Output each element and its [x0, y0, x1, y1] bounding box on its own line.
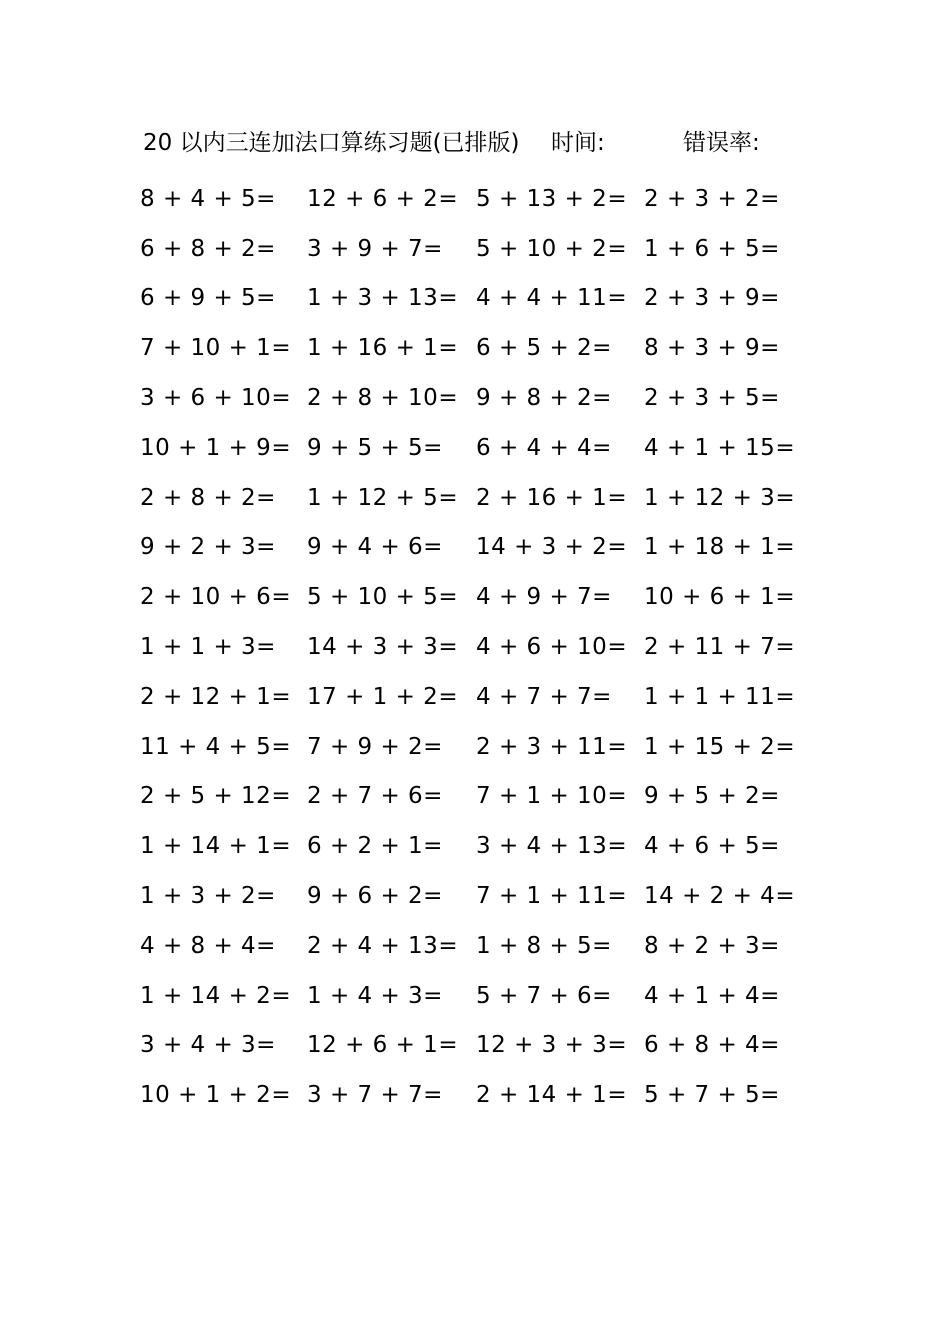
arithmetic-problem: 5 + 7 + 6= — [476, 982, 612, 1009]
arithmetic-problem: 1 + 12 + 3= — [644, 484, 796, 511]
arithmetic-problem: 9 + 4 + 6= — [307, 534, 443, 561]
arithmetic-problem: 6 + 2 + 1= — [307, 833, 443, 860]
problem-row — [140, 971, 780, 1021]
arithmetic-problem: 9 + 2 + 3= — [140, 534, 276, 561]
problem-row — [140, 423, 796, 473]
problem-row — [140, 821, 780, 871]
problem-row — [140, 1070, 780, 1120]
arithmetic-problem: 2 + 16 + 1= — [476, 484, 628, 511]
arithmetic-problem: 7 + 1 + 11= — [476, 883, 628, 910]
arithmetic-problem: 6 + 8 + 2= — [140, 235, 276, 262]
arithmetic-problem: 1 + 12 + 5= — [307, 484, 459, 511]
arithmetic-problem: 3 + 4 + 13= — [476, 833, 628, 860]
problem-row — [140, 323, 780, 373]
problem-row — [140, 473, 796, 523]
arithmetic-problem: 9 + 8 + 2= — [476, 385, 612, 412]
arithmetic-problem: 1 + 16 + 1= — [307, 335, 459, 362]
arithmetic-problem: 4 + 1 + 15= — [644, 434, 796, 461]
problem-row — [140, 1021, 780, 1071]
arithmetic-problem: 1 + 15 + 2= — [644, 733, 796, 760]
arithmetic-problem: 2 + 8 + 2= — [140, 484, 276, 511]
arithmetic-problem: 2 + 5 + 12= — [140, 783, 292, 810]
problem-row — [140, 622, 796, 672]
arithmetic-problem: 5 + 10 + 2= — [476, 235, 628, 262]
arithmetic-problem: 4 + 6 + 5= — [644, 833, 780, 860]
arithmetic-problem: 12 + 6 + 2= — [307, 185, 459, 212]
arithmetic-problem: 1 + 14 + 2= — [140, 982, 292, 1009]
arithmetic-problem: 9 + 5 + 2= — [644, 783, 780, 810]
problem-row — [140, 373, 780, 423]
problem-row — [140, 772, 780, 822]
problem-grid — [140, 174, 796, 1120]
error-rate-label: 错误率: — [683, 130, 760, 156]
arithmetic-problem: 7 + 1 + 10= — [476, 783, 628, 810]
time-label: 时间: — [551, 130, 605, 156]
arithmetic-problem: 3 + 7 + 7= — [307, 1082, 443, 1109]
arithmetic-problem: 4 + 4 + 11= — [476, 285, 628, 312]
arithmetic-problem: 1 + 1 + 11= — [644, 683, 796, 710]
arithmetic-problem: 1 + 4 + 3= — [307, 982, 443, 1009]
arithmetic-problem: 1 + 8 + 5= — [476, 932, 612, 959]
arithmetic-problem: 1 + 18 + 1= — [644, 534, 796, 561]
arithmetic-problem: 6 + 8 + 4= — [644, 1032, 780, 1059]
arithmetic-problem: 5 + 7 + 5= — [644, 1082, 780, 1109]
worksheet-title: 20 以内三连加法口算练习题(已排版) — [143, 130, 520, 156]
arithmetic-problem: 10 + 1 + 9= — [140, 434, 292, 461]
arithmetic-problem: 12 + 6 + 1= — [307, 1032, 459, 1059]
arithmetic-problem: 4 + 7 + 7= — [476, 683, 612, 710]
arithmetic-problem: 5 + 13 + 2= — [476, 185, 628, 212]
arithmetic-problem: 1 + 14 + 1= — [140, 833, 292, 860]
arithmetic-problem: 4 + 9 + 7= — [476, 584, 612, 611]
arithmetic-problem: 2 + 3 + 9= — [644, 285, 780, 312]
arithmetic-problem: 6 + 5 + 2= — [476, 335, 612, 362]
arithmetic-problem: 11 + 4 + 5= — [140, 733, 292, 760]
arithmetic-problem: 4 + 1 + 4= — [644, 982, 780, 1009]
arithmetic-problem: 12 + 3 + 3= — [476, 1032, 628, 1059]
arithmetic-problem: 1 + 1 + 3= — [140, 634, 276, 661]
arithmetic-problem: 3 + 6 + 10= — [140, 385, 292, 412]
arithmetic-problem: 2 + 8 + 10= — [307, 385, 459, 412]
arithmetic-problem: 8 + 2 + 3= — [644, 932, 780, 959]
arithmetic-problem: 2 + 3 + 5= — [644, 385, 780, 412]
arithmetic-problem: 3 + 9 + 7= — [307, 235, 443, 262]
arithmetic-problem: 2 + 12 + 1= — [140, 683, 292, 710]
problem-row — [140, 722, 796, 772]
arithmetic-problem: 7 + 10 + 1= — [140, 335, 292, 362]
arithmetic-problem: 9 + 6 + 2= — [307, 883, 443, 910]
problem-row — [140, 672, 796, 722]
arithmetic-problem: 10 + 6 + 1= — [644, 584, 796, 611]
worksheet-header — [143, 126, 783, 160]
arithmetic-problem: 3 + 4 + 3= — [140, 1032, 276, 1059]
arithmetic-problem: 2 + 7 + 6= — [307, 783, 443, 810]
problem-row — [140, 871, 796, 921]
arithmetic-problem: 17 + 1 + 2= — [307, 683, 459, 710]
arithmetic-problem: 2 + 11 + 7= — [644, 634, 796, 661]
arithmetic-problem: 2 + 3 + 2= — [644, 185, 780, 212]
arithmetic-problem: 14 + 3 + 3= — [307, 634, 459, 661]
arithmetic-problem: 8 + 3 + 9= — [644, 335, 780, 362]
arithmetic-problem: 14 + 2 + 4= — [644, 883, 796, 910]
arithmetic-problem: 1 + 3 + 13= — [307, 285, 459, 312]
problem-row — [140, 224, 780, 274]
arithmetic-problem: 2 + 4 + 13= — [307, 932, 459, 959]
problem-row — [140, 174, 780, 224]
problem-row — [140, 572, 796, 622]
arithmetic-problem: 9 + 5 + 5= — [307, 434, 443, 461]
arithmetic-problem: 6 + 4 + 4= — [476, 434, 612, 461]
arithmetic-problem: 8 + 4 + 5= — [140, 185, 276, 212]
arithmetic-problem: 2 + 10 + 6= — [140, 584, 292, 611]
arithmetic-problem: 1 + 3 + 2= — [140, 883, 276, 910]
arithmetic-problem: 2 + 3 + 11= — [476, 733, 628, 760]
problem-row — [140, 523, 796, 573]
arithmetic-problem: 4 + 6 + 10= — [476, 634, 628, 661]
arithmetic-problem: 1 + 6 + 5= — [644, 235, 780, 262]
arithmetic-problem: 7 + 9 + 2= — [307, 733, 443, 760]
arithmetic-problem: 4 + 8 + 4= — [140, 932, 276, 959]
arithmetic-problem: 6 + 9 + 5= — [140, 285, 276, 312]
problem-row — [140, 921, 780, 971]
arithmetic-problem: 5 + 10 + 5= — [307, 584, 459, 611]
arithmetic-problem: 14 + 3 + 2= — [476, 534, 628, 561]
arithmetic-problem: 10 + 1 + 2= — [140, 1082, 292, 1109]
problem-row — [140, 274, 780, 324]
arithmetic-problem: 2 + 14 + 1= — [476, 1082, 628, 1109]
